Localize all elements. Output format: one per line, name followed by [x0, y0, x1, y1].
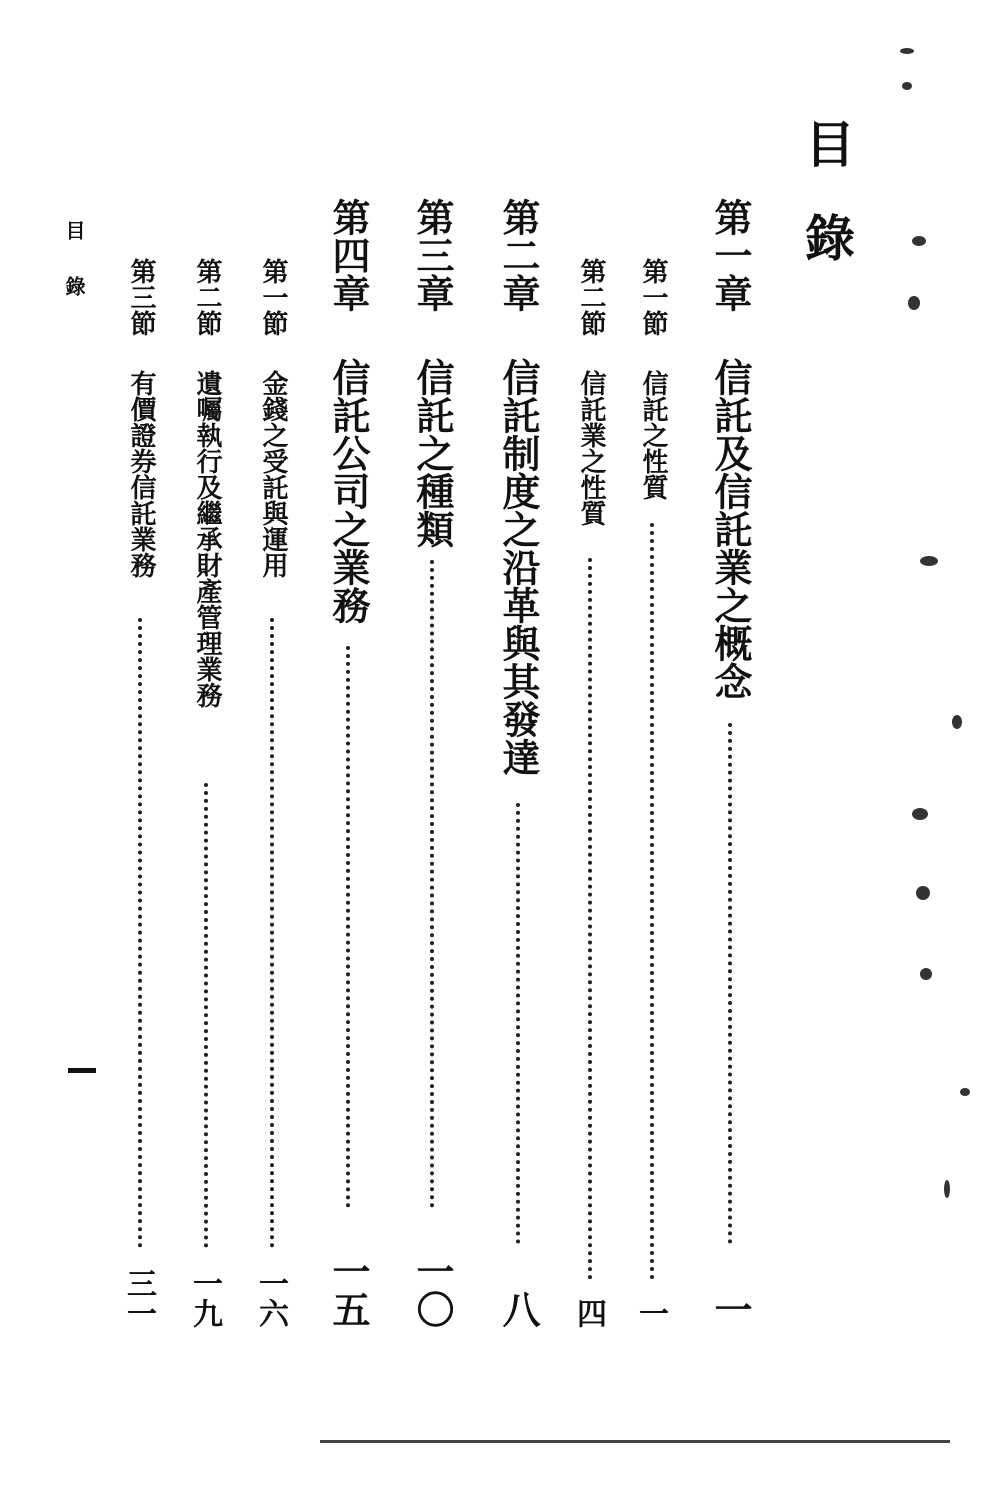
chapter-heading: 信託制度之沿革與其發達: [496, 358, 541, 776]
scan-speck: [952, 715, 962, 729]
chapter-heading: 信託公司之業務: [326, 358, 371, 624]
scan-speck: [912, 236, 926, 246]
chapter-label: 第四章: [326, 198, 371, 312]
chapter-label: 第一章: [708, 198, 753, 312]
scan-speck: [912, 808, 928, 820]
scan-speck: [960, 1088, 970, 1096]
section-label: 第二節: [576, 258, 606, 336]
scan-bottom-edge: [320, 1440, 950, 1443]
toc-entry-chapter-4: [320, 198, 376, 1328]
section-label: 第一節: [258, 258, 288, 336]
scan-speck: [944, 1180, 950, 1198]
toc-entry-section: [570, 258, 610, 1328]
scan-speck: [916, 886, 930, 900]
page-number: 一: [633, 1298, 668, 1328]
chapter-heading: 信託及信託業之概念: [708, 358, 753, 700]
chapter-label: 第二章: [496, 198, 541, 312]
page-number: 八: [496, 1290, 541, 1328]
dot-leader: [270, 618, 274, 1248]
section-label: 第一節: [638, 258, 668, 336]
section-label: 第三節: [126, 258, 156, 336]
section-heading: 遺囑執行及繼承財產管理業務: [192, 370, 222, 708]
scan-speck: [902, 82, 912, 90]
page-number: 一九: [187, 1268, 222, 1328]
section-heading: 信託業之性質: [576, 370, 606, 526]
dot-leader: [516, 803, 520, 1244]
running-head: 目錄: [62, 220, 86, 332]
dot-leader: [430, 560, 434, 1208]
scan-speck: [920, 556, 938, 566]
toc-title-char-2: 錄: [797, 212, 856, 262]
toc-title-char-1: 目: [797, 118, 856, 168]
toc-entry-section: [632, 258, 672, 1328]
scan-speck: [900, 48, 914, 54]
toc-entry-section: [252, 258, 292, 1328]
dot-leader: [650, 523, 654, 1280]
section-heading: 信託之性質: [638, 370, 668, 500]
page-number: 一五: [326, 1252, 371, 1328]
toc-entry-section: [186, 258, 226, 1328]
page-number: 一六: [253, 1268, 288, 1328]
section-heading: 金錢之受託與運用: [258, 370, 288, 578]
section-heading: 有價證券信託業務: [126, 370, 156, 578]
chapter-heading: 信託之種類: [410, 358, 455, 548]
page-number: 一〇: [410, 1252, 455, 1328]
toc-entry-chapter-2: [490, 198, 546, 1328]
toc-entry-section: [120, 258, 160, 1328]
dot-leader: [588, 558, 592, 1280]
scan-speck: [920, 968, 932, 980]
scan-speck: [908, 296, 920, 310]
chapter-label: 第三章: [410, 198, 455, 312]
page-number: 一: [708, 1290, 753, 1328]
section-label: 第二節: [192, 258, 222, 336]
dot-leader: [138, 618, 142, 1248]
page-number: 三一: [121, 1268, 156, 1328]
dot-leader: [728, 723, 732, 1244]
page-number: 四: [571, 1298, 606, 1328]
folio-page-number: [68, 1068, 96, 1073]
toc-entry-chapter-3: [404, 198, 460, 1328]
dot-leader: [204, 783, 208, 1248]
toc-entry-chapter-1: [702, 198, 758, 1328]
dot-leader: [346, 646, 350, 1208]
